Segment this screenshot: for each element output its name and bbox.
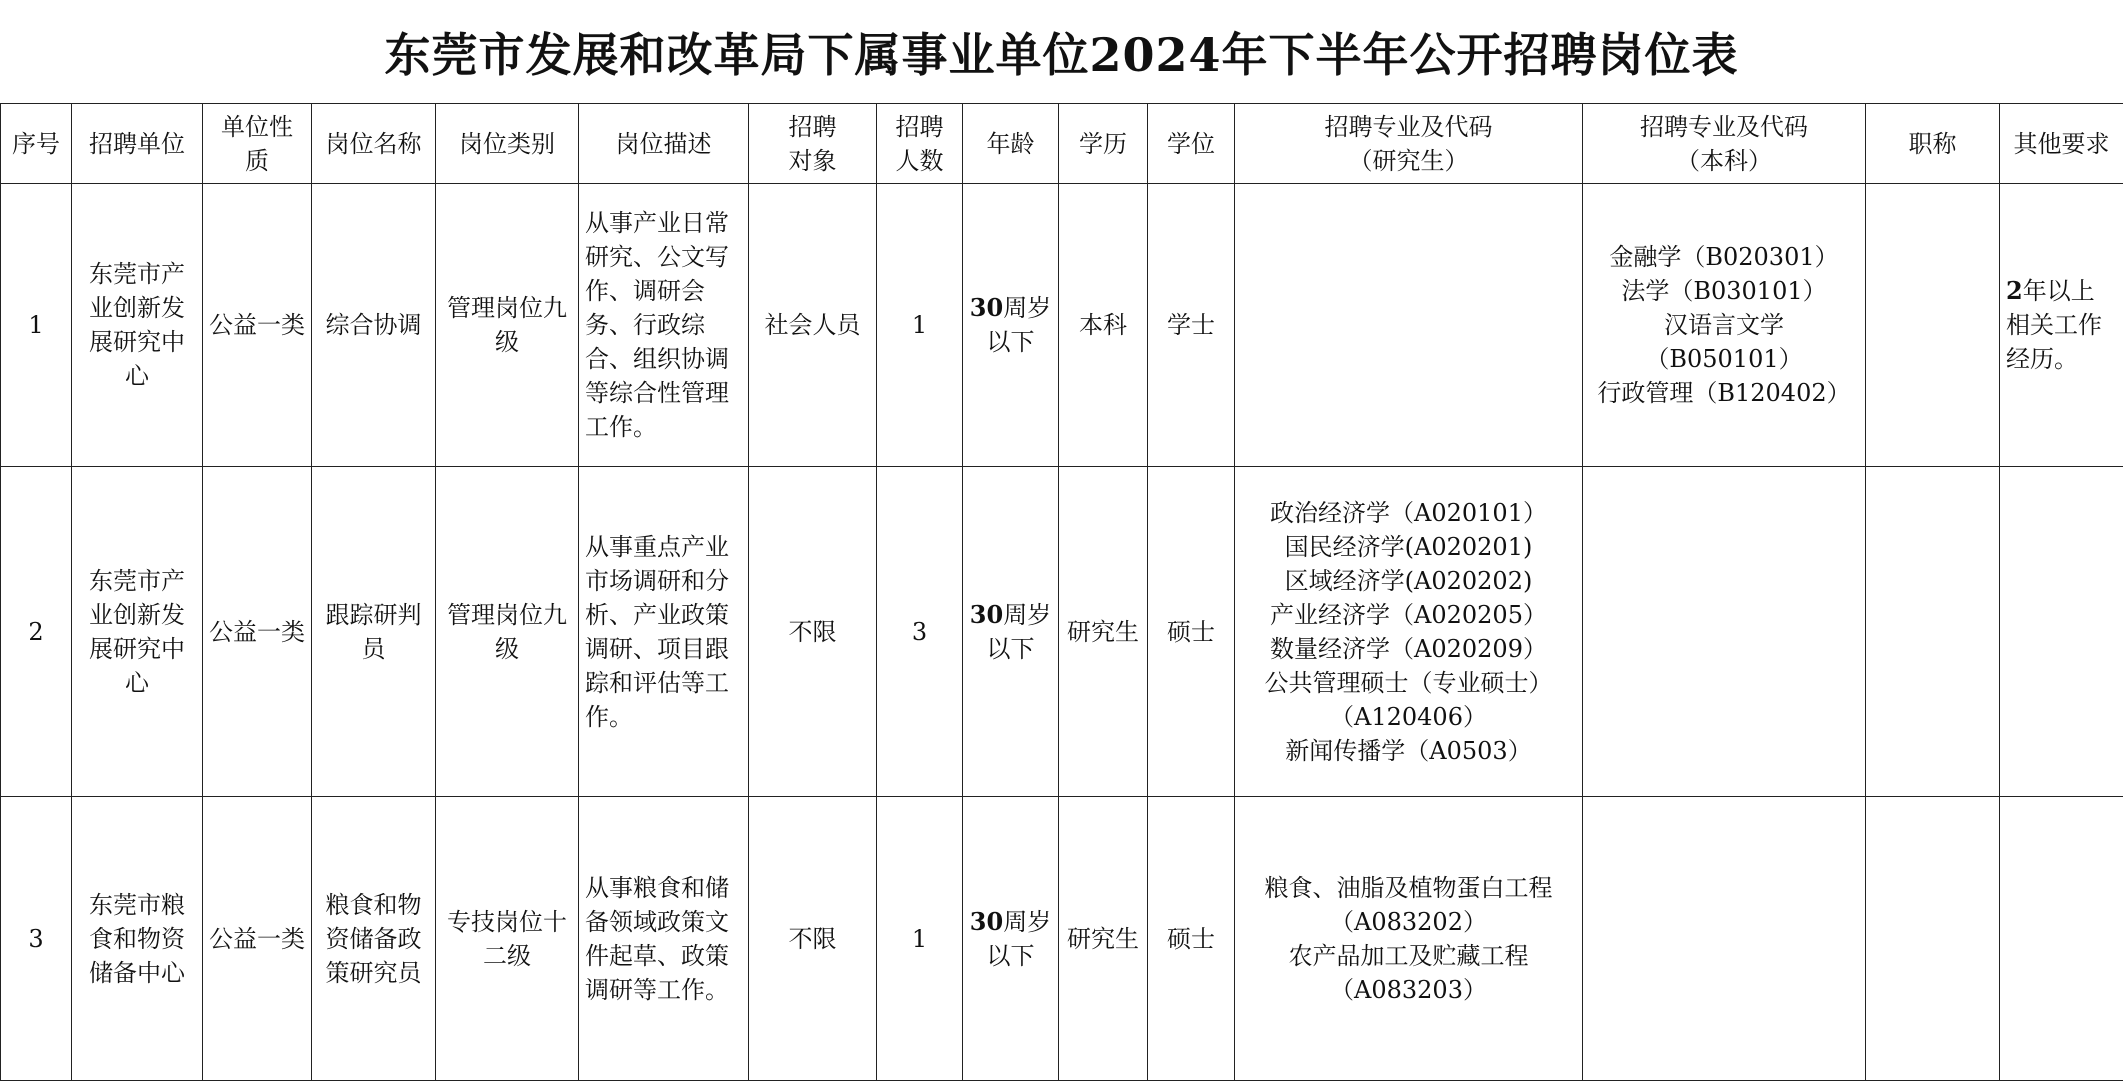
- age-cell: [963, 797, 1059, 1081]
- age-number: 30: [970, 907, 1003, 936]
- recruiting-unit-cell: 东莞市产业创新发展研究中心: [72, 467, 203, 797]
- major-item: 政治经济学（A020101）: [1241, 496, 1576, 530]
- major-item: 行政管理（B120402）: [1589, 376, 1859, 410]
- recruit-count-cell: 1: [877, 797, 963, 1081]
- column-header-text: 序号: [7, 127, 65, 161]
- column-header: [203, 104, 312, 184]
- serial-number-cell: 2: [1, 467, 72, 797]
- column-header-text: 岗位类别: [442, 127, 572, 161]
- post-name-cell: 综合协调: [312, 184, 436, 467]
- column-header: [436, 104, 579, 184]
- recruit-count-cell: 3: [877, 467, 963, 797]
- column-header-text: 招聘单位: [78, 127, 196, 161]
- column-header-text: 招聘: [883, 110, 956, 144]
- major-item: 国民经济学(A020201): [1241, 530, 1576, 564]
- age-text: 周岁以下: [987, 908, 1052, 970]
- graduate-majors-cell: [1235, 797, 1583, 1081]
- table-row: [1, 797, 2123, 1081]
- graduate-majors-cell: [1235, 467, 1583, 797]
- other-requirements-text: 年以上相关工作经历。: [2006, 277, 2102, 373]
- post-description-cell: 从事重点产业市场调研和分析、产业政策调研、项目跟踪和评估等工作。: [579, 467, 749, 797]
- column-header-text: 单位性: [209, 110, 305, 144]
- column-header-text: 学位: [1154, 127, 1228, 161]
- column-header: [749, 104, 877, 184]
- column-header: [1, 104, 72, 184]
- column-header-text: 对象: [755, 144, 870, 178]
- column-header: [1583, 104, 1866, 184]
- degree-cell: 硕士: [1148, 467, 1235, 797]
- education-cell: 本科: [1059, 184, 1148, 467]
- age-text: 周岁以下: [987, 294, 1052, 356]
- major-item: 汉语言文学: [1589, 308, 1859, 342]
- serial-number-cell: 3: [1, 797, 72, 1081]
- column-header: [579, 104, 749, 184]
- major-item: 数量经济学（A020209）: [1241, 632, 1576, 666]
- major-item: 公共管理硕士（专业硕士）: [1241, 666, 1576, 700]
- post-name-cell: 跟踪研判员: [312, 467, 436, 797]
- age-cell: [963, 184, 1059, 467]
- major-item: （A083203）: [1241, 973, 1576, 1007]
- column-header: [312, 104, 436, 184]
- undergraduate-majors-cell: [1583, 184, 1866, 467]
- post-type-cell: 管理岗位九级: [436, 467, 579, 797]
- other-requirements-cell: [2000, 797, 2123, 1081]
- table-row: [1, 467, 2123, 797]
- column-header-text: 岗位描述: [585, 127, 742, 161]
- column-header-text: 岗位名称: [318, 127, 429, 161]
- age-cell: [963, 467, 1059, 797]
- column-header-text: 其他要求: [2006, 127, 2117, 161]
- column-header: [963, 104, 1059, 184]
- unit-nature-cell: 公益一类: [203, 467, 312, 797]
- other-requirements-number: 2: [2006, 276, 2023, 305]
- major-item: 新闻传播学（A0503）: [1241, 734, 1576, 768]
- other-requirements-cell: [2000, 184, 2123, 467]
- education-cell: 研究生: [1059, 467, 1148, 797]
- column-header-text: 职称: [1872, 127, 1993, 161]
- recruiting-unit-cell: 东莞市粮食和物资储备中心: [72, 797, 203, 1081]
- major-item: 金融学（B020301）: [1589, 240, 1859, 274]
- column-header: [1059, 104, 1148, 184]
- degree-cell: 硕士: [1148, 797, 1235, 1081]
- column-header-text: 人数: [883, 144, 956, 178]
- major-item: 法学（B030101）: [1589, 274, 1859, 308]
- unit-nature-cell: 公益一类: [203, 797, 312, 1081]
- header-row: [1, 104, 2123, 184]
- post-description-cell: 从事粮食和储备领域政策文件起草、政策调研等工作。: [579, 797, 749, 1081]
- degree-cell: 学士: [1148, 184, 1235, 467]
- recruit-target-cell: 不限: [749, 467, 877, 797]
- column-header: [1235, 104, 1583, 184]
- undergraduate-majors-cell: [1583, 467, 1866, 797]
- graduate-majors-cell: [1235, 184, 1583, 467]
- unit-nature-cell: 公益一类: [203, 184, 312, 467]
- column-header-text: 招聘专业及代码: [1589, 110, 1859, 144]
- column-header-text: 年龄: [969, 127, 1052, 161]
- post-type-cell: 管理岗位九级: [436, 184, 579, 467]
- recruit-target-cell: 不限: [749, 797, 877, 1081]
- table-row: [1, 184, 2123, 467]
- recruitment-table: [0, 103, 2123, 1081]
- professional-title-cell: [1866, 797, 2000, 1081]
- post-type-cell: 专技岗位十二级: [436, 797, 579, 1081]
- major-item: （A120406）: [1241, 700, 1576, 734]
- column-header-text: （本科）: [1589, 144, 1859, 178]
- column-header-text: （研究生）: [1241, 144, 1576, 178]
- column-header-text: 学历: [1065, 127, 1141, 161]
- column-header-text: 招聘专业及代码: [1241, 110, 1576, 144]
- age-text: 周岁以下: [987, 601, 1052, 663]
- recruit-count-cell: 1: [877, 184, 963, 467]
- recruiting-unit-cell: 东莞市产业创新发展研究中心: [72, 184, 203, 467]
- column-header: [877, 104, 963, 184]
- major-item: （B050101）: [1589, 342, 1859, 376]
- other-requirements-cell: [2000, 467, 2123, 797]
- page-title: 东莞市发展和改革局下属事业单位2024年下半年公开招聘岗位表: [0, 0, 2123, 103]
- major-item: 区域经济学(A020202): [1241, 564, 1576, 598]
- column-header: [2000, 104, 2123, 184]
- column-header-text: 招聘: [755, 110, 870, 144]
- major-item: 产业经济学（A020205）: [1241, 598, 1576, 632]
- major-item: （A083202）: [1241, 905, 1576, 939]
- age-number: 30: [970, 293, 1003, 322]
- age-number: 30: [970, 600, 1003, 629]
- post-name-cell: 粮食和物资储备政策研究员: [312, 797, 436, 1081]
- post-description-cell: 从事产业日常研究、公文写作、调研会务、行政综合、组织协调等综合性管理工作。: [579, 184, 749, 467]
- column-header: [1148, 104, 1235, 184]
- undergraduate-majors-cell: [1583, 797, 1866, 1081]
- major-item: 粮食、油脂及植物蛋白工程: [1241, 871, 1576, 905]
- column-header: [72, 104, 203, 184]
- major-item: 农产品加工及贮藏工程: [1241, 939, 1576, 973]
- recruit-target-cell: 社会人员: [749, 184, 877, 467]
- education-cell: 研究生: [1059, 797, 1148, 1081]
- serial-number-cell: 1: [1, 184, 72, 467]
- column-header: [1866, 104, 2000, 184]
- professional-title-cell: [1866, 467, 2000, 797]
- professional-title-cell: [1866, 184, 2000, 467]
- column-header-text: 质: [209, 144, 305, 178]
